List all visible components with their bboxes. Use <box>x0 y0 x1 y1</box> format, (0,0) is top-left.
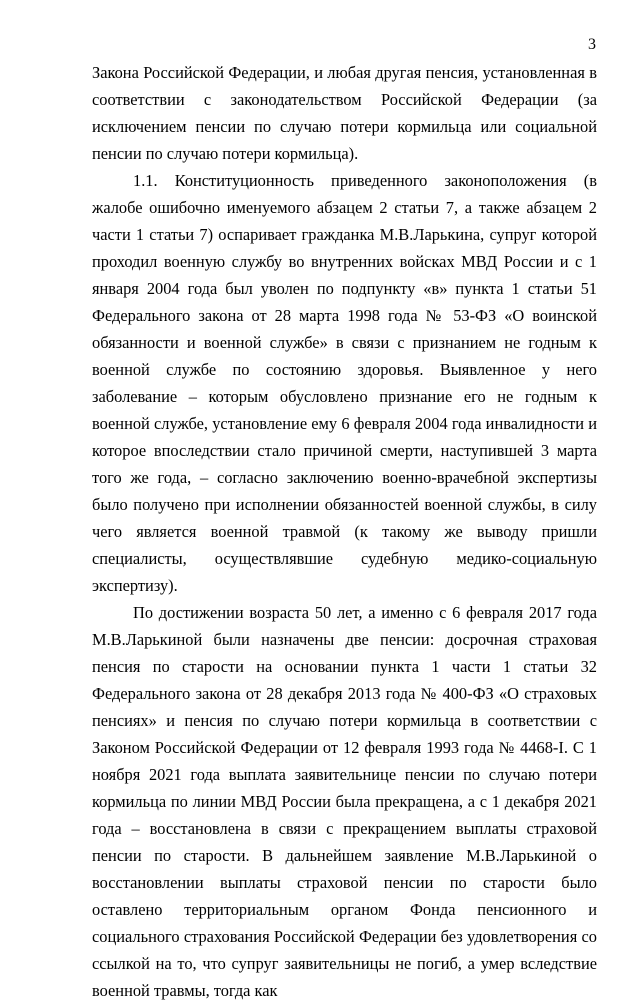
page-number: 3 <box>588 36 596 53</box>
paragraph-constitutionality: 1.1. Конституционность приведенного законоположения (в жалобе ошибочно именуемого абзацем 2 статьи 7, а также абзацем 2 части 1 статьи 7) оспаривает гражданка М.В.Ларькина, супруг которой проходил военную службу во внутренних войсках МВД России и с 1 января 2004 года был уволен по подпункту «в» пункта 1 статьи 51 Федерального закона от 28 марта 1998 года № 53-ФЗ «О воинской обязанности и военной службе» в связи с признанием не годным к военной службе по состоянию здоровья. Выявленное у него заболевание – которым обусловлено признание его не годным к военной службе, установление ему 6 февраля 2004 года инвалидности и которое впоследствии стало причиной смерти, наступившей 3 марта того же года, – согласно заключению военно-врачебной экспертизы было получено при исполнении обязанностей военной службы, в силу чего является военной травмой (к такому же выводу пришли специалисты, осуществлявшие судебную медико-социальную экспертизу). <box>92 171 597 595</box>
document-body <box>92 59 597 1004</box>
paragraph-continuation: Закона Российской Федерации, и любая другая пенсия, установленная в соответствии с законодательством Российской Федерации (за исключением пенсии по случаю потери кормильца или социальной пенсии по случаю потери кормильца). <box>92 63 597 163</box>
paragraph-pensions: По достижении возраста 50 лет, а именно с 6 февраля 2017 года М.В.Ларькиной были назначены две пенсии: досрочная страховая пенсия по старости на основании пункта 1 части 1 статьи 32 Федерального закона от 28 декабря 2013 года № 400-ФЗ «О страховых пенсиях» и пенсия по случаю потери кормильца в соответствии с Законом Российской Федерации от 12 февраля 1993 года № 4468-I. С 1 ноября 2021 года выплата заявительнице пенсии по случаю потери кормильца по линии МВД России была прекращена, а с 1 декабря 2021 года – восстановлена в связи с прекращением выплаты страховой пенсии по старости. В дальнейшем заявление М.В.Ларькиной о восстановлении выплаты страховой пенсии по старости было оставлено территориальным органом Фонда пенсионного и социального страхования Российской Федерации без удовлетворения со ссылкой на то, что супруг заявительницы не погиб, а умер вследствие военной травмы, тогда как <box>92 603 597 1000</box>
